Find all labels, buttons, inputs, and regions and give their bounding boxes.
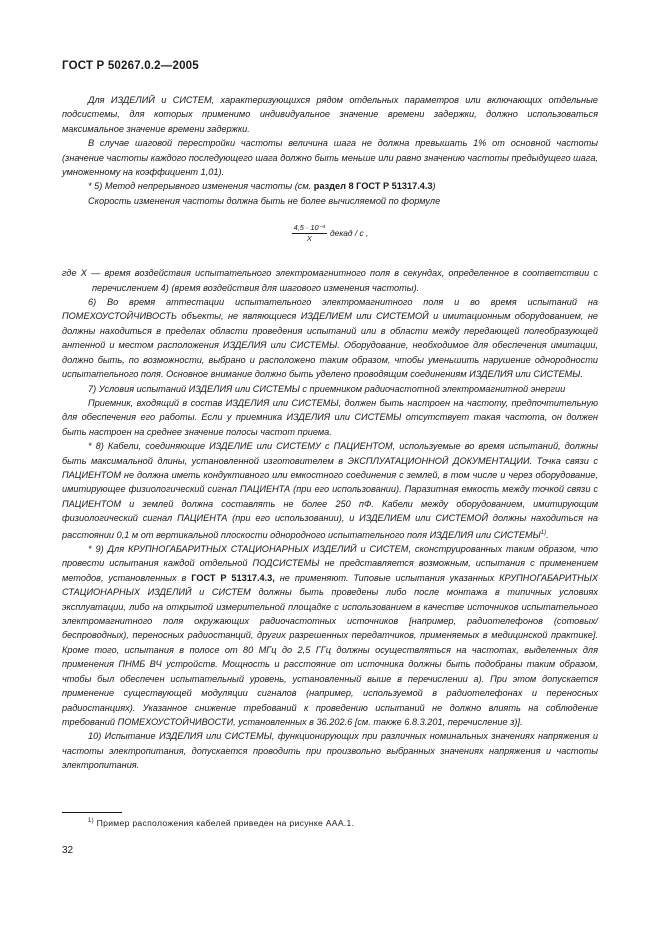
item-9-text-a: * 9) Для КРУПНОГАБАРИТНЫХ СТАЦИОНАРНЫХ ИЗДЕЛИЙ и СИСТЕМ, сконструированных таким образом, что провести испытания каждой отдельной ПОДСИСТЕМЫ не представляется возможным, испытания с применением методов, установленных в xyxy=(62,544,598,583)
document-header: ГОСТ Р 50267.0.2—2005 xyxy=(62,60,199,72)
footnote-ref: 1) xyxy=(540,529,547,536)
paragraph-item-6: 6) Во время аттестации испытательного электромагнитного поля и во время испытаний на ПОМЕХОУСТОЙЧИВОСТЬ объекты, не являющиеся ИЗДЕЛИЕМ или СИСТЕМОЙ и имитационным оборудованием, не должны находиться в пределах области проведения испытаний или в области между передающей полеобразующей антенной и местом расположения ИЗДЕЛИЯ или СИСТЕМЫ. Оборудование, необходимое для обеспечения имитации, должно быть, по возможности, выбрано и расположено таким образом, чтобы уменьшить нарушение однородности испытательного поля. Основное внимание должно быть уделено проводящим соединениям ИЗДЕЛИЯ или СИСТЕМЫ. xyxy=(62,297,598,380)
reference-gost-2: ГОСТ Р 51317.4.3, xyxy=(191,572,275,583)
formula-denominator: X xyxy=(306,234,312,244)
item-8-end: . xyxy=(546,529,549,540)
item-8-text: * 8) Кабели, соединяющие ИЗДЕЛИЕ или СИСТЕМУ с ПАЦИЕНТОМ, используемые во время испытаний, должны быть максимальной длины, установленной изготовителем в ЭКСПЛУАТАЦИОННОЙ ДОКУМЕНТАЦИИ. Точка связи с ПАЦИЕНТОМ не должна иметь кондуктивного или емкостного соединения с землей, в том числе и через оборудование, имитирующее физиологический сигнал ПАЦИЕНТА (при его использовании). Паразитная емкость между точкой связи с ПАЦИЕНТОМ и землей должна составлять не более 250 пФ. Кабели между оборудованием, имитирующим физиологический сигнал ПАЦИЕНТА (при его использовании), и ИЗДЕЛИЕМ или СИСТЕМОЙ должны находиться на расстоянии 0,1 м от вертикальной плоскости однородного испытательного поля ИЗДЕЛИЯ или СИСТЕМЫ xyxy=(62,441,598,540)
paragraph-step: В случае шаговой перестройки частоты величина шага не должна превышать 1% от основной частоты (значение частоты каждого последующего шага должно быть меньше или равно значению частоты предыдущего шага, умноженному на коэффициент 1,01). xyxy=(62,138,598,178)
reference-gost: раздел 8 ГОСТ Р 51317.4.3 xyxy=(313,181,433,192)
paragraph-receiver: Приемник, входящий в состав ИЗДЕЛИЯ или СИСТЕМЫ, должен быть настроен на частоту, предпочтительную для обеспечения его работы. Если у приемника ИЗДЕЛИЯ или СИСТЕМЫ отсутствует такая частота, он должен быть настроен на среднее значение полосы частот приема. xyxy=(62,397,598,437)
formula-unit: декад / с , xyxy=(330,228,369,239)
paragraph-rate: Скорость изменения частоты должна быть не более вычисляемой по формуле xyxy=(88,195,441,206)
paragraph-item-9 xyxy=(62,542,598,729)
footnote-text: Пример расположения кабелей приведен на рисунке ААА.1. xyxy=(96,818,355,828)
paragraph-delay: Для ИЗДЕЛИЙ и СИСТЕМ, характеризующихся рядом отдельных параметров или включающих отдельные подсистемы, для которых применимо индивидуальное значение времени задержки, должно использоваться максимальное значение времени задержки. xyxy=(62,95,598,134)
paragraph-item-8 xyxy=(62,439,598,542)
method-5-text: * 5) Метод непрерывного изменения частоты (см. xyxy=(88,181,314,192)
method-5-close: ) xyxy=(432,181,436,192)
paragraph-where-x: где X — время воздействия испытательного электромагнитного поля в секундах, определенное в соответствии с перечислением 4) (время воздействия для шагового изменения частоты). xyxy=(62,268,598,293)
item-9-text-b: не применяют. Типовые испытания указанных КРУПНОГАБАРИТНЫХ СТАЦИОНАРНЫХ ИЗДЕЛИЙ и СИСТЕМ должны быть проведены либо после монтажа в типичных условиях эксплуатации, либо на открытой измерительной площадке с использованием в качестве источников испытательного электромагнитного поля окружающих радиочастотных источников [например, радиотелефонов (сотовых/беспроводных), переносных радиостанций, других разрешенных передатчиков, применяемых в медицинской практике]. Кроме того, испытания в полосе от 80 МГц до 2,5 ГГц должны осуществляться на частотах, выделенных для применения ПНМБ ВЧ устройств. Мощность и расстояние от источника должны быть подобраны таким образом, чтобы был обеспечен испытательный уровень, установленный выше в перечислении а). При этом допускается применение существующей модуляции сигналов (например, используемой в радиотелефонах и переносных радиостанциях). Указанное снижение требований к проведению испытаний не должно влиять на соблюдение требований ПОМЕХОУСТОЙЧИВОСТИ, установленных в 36.202.6 [см. также 6.8.3.201, перечисление з)]. xyxy=(62,572,599,727)
formula-fraction xyxy=(292,222,327,244)
page-body xyxy=(62,93,598,773)
footnote-divider xyxy=(62,812,122,813)
rate-formula xyxy=(62,222,598,250)
footnote-mark: 1) xyxy=(88,818,94,825)
footnote xyxy=(88,818,354,828)
formula-numerator: 4,5 · 10⁻³ xyxy=(293,223,326,233)
paragraph-item-7: 7) Условия испытаний ИЗДЕЛИЯ или СИСТЕМЫ с приемником радиочастотной электромагнитной энергии xyxy=(88,383,566,394)
paragraph-method-5 xyxy=(62,179,598,193)
page-number: 32 xyxy=(62,845,74,856)
paragraph-item-10: 10) Испытание ИЗДЕЛИЯ или СИСТЕМЫ, функционирующих при различных номинальных значениях напряжения и частоты электропитания, допускается проводить при произвольно выбранных значениях напряжения и частоты электропитания. xyxy=(62,731,598,771)
